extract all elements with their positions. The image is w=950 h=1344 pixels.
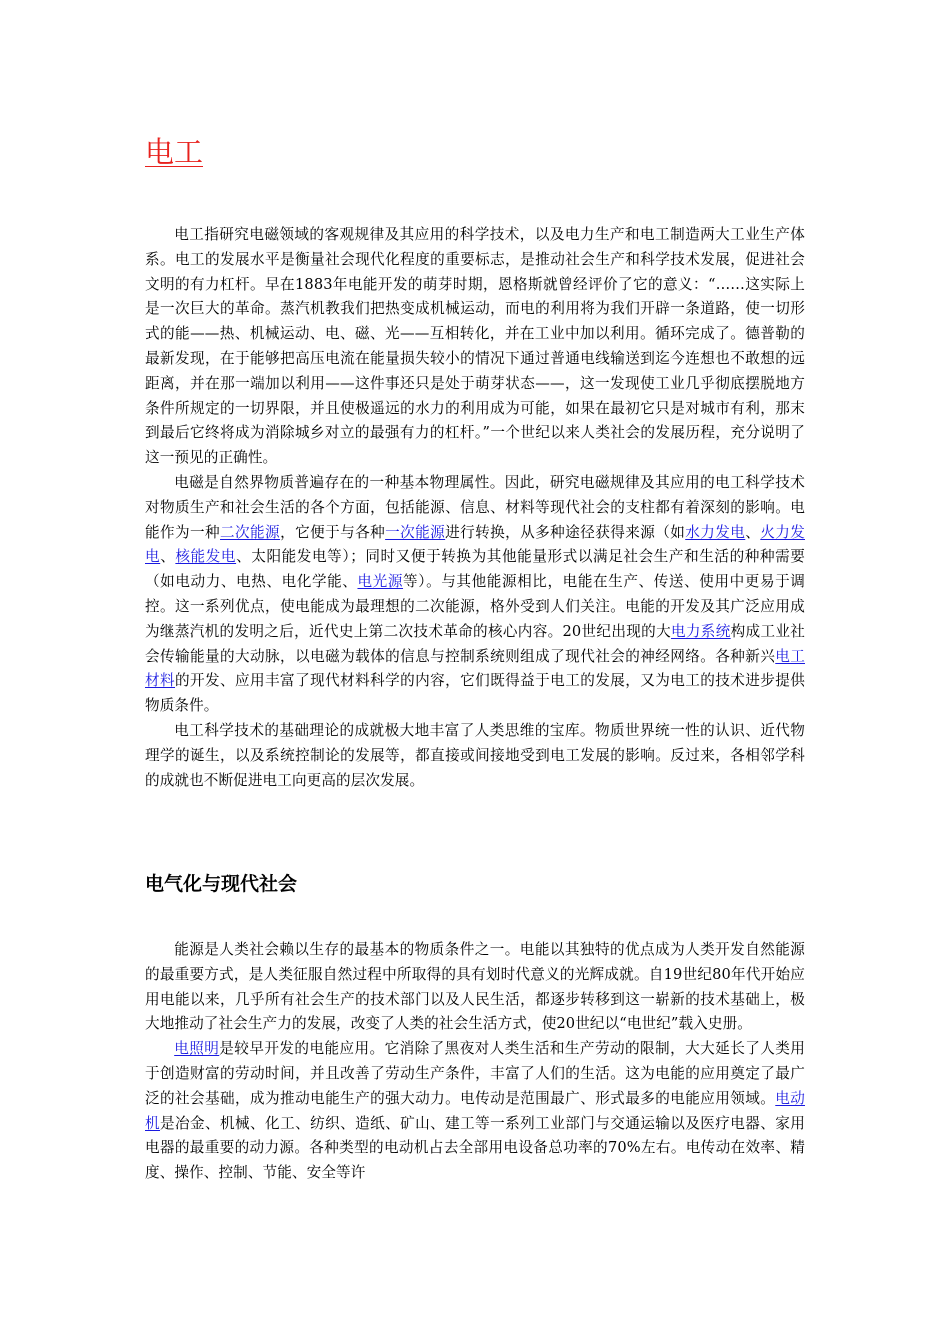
- intro-paragraph-3: 电工科学技术的基础理论的成就极大地丰富了人类思维的宝库。物质世界统一性的认识、近代物理学的诞生，以及系统控制论的发展等，都直接或间接地受到电工发展的影响。反过来，各相邻学科的成就也不断促进电工向更高的层次发展。: [145, 721, 805, 789]
- electrical-materials-link[interactable]: 电工材料: [145, 647, 805, 690]
- text-span: 电磁是自然界物质普遍存在的一种基本物理属性。因此，研究电磁规律及其应用的电工科学技术对物质生产和社会生活的各个方面，包括能源、信息、材料等现代社会的支柱都有着深刻的影响。电能作为一种: [145, 473, 805, 541]
- text-span: 、: [160, 548, 176, 566]
- text-span: 的开发、应用丰富了现代材料科学的内容，它们既得益于电工的发展，又为电工的技术进步提供物质条件。: [145, 672, 805, 715]
- intro-section: [145, 223, 805, 793]
- power-system-link[interactable]: 电力系统: [670, 622, 731, 640]
- thermal-power-link[interactable]: 火力发电: [145, 523, 805, 566]
- electrification-paragraph-1: 能源是人类社会赖以生存的最基本的物质条件之一。电能以其独特的优点成为人类开发自然能源的最重要方式，是人类征服自然过程中所取得的具有划时代意义的光辉成就。自19世纪80年代开始应用电能以来，几乎所有社会生产的技术部门以及人民生活，都逐步转移到这一崭新的技术基础上，极大地推动了社会生产力的发展，改变了人类的社会生活方式，使20世纪以“电世纪”载入史册。: [145, 941, 805, 1033]
- text-span: 是冶金、机械、化工、纺织、造纸、矿山、建工等一系列工业部门与交通运输以及医疗电器、家用电器的最重要的动力源。各种类型的电动机占去全部用电设备总功率的70%左右。电传动在效率、精度、操作、控制、节能、安全等许: [145, 1114, 805, 1182]
- secondary-energy-link[interactable]: 二次能源: [220, 523, 281, 541]
- primary-energy-link[interactable]: 一次能源: [385, 523, 446, 541]
- electric-lighting-link[interactable]: 电照明: [174, 1040, 220, 1058]
- text-span: 构成工业社会传输能量的大动脉，以电磁为载体的信息与控制系统则组成了现代社会的神经网络。各种新兴: [145, 622, 805, 665]
- text-span: 是较早开发的电能应用。它消除了黑夜对人类生活和生产劳动的限制，大大延长了人类用于创造财富的劳动时间，并且改善了劳动生产条件，丰富了人们的生活。这为电能的应用奠定了最广泛的社会基础，成为推动电能生产的强大动力。电传动是范围最广、形式最多的电能应用领域。: [145, 1040, 805, 1107]
- electrification-section: [145, 938, 805, 1186]
- text-span: 、: [745, 523, 761, 541]
- nuclear-power-link[interactable]: 核能发电: [175, 548, 237, 566]
- page-title-link[interactable]: 电工: [145, 135, 204, 169]
- text-span: ，它便于与各种: [280, 523, 386, 541]
- electric-light-source-link[interactable]: 电光源: [357, 573, 404, 591]
- text-span: 进行转换，从多种途径获得来源（如: [445, 523, 686, 541]
- text-span: 等）。与其他能源相比，电能在生产、传送、使用中更易于调控。这一系列优点，使电能成为最理想的二次能源，格外受到人们关注。电能的开发及其广泛应用成为继蒸汽机的发明之后，近代史上第二次技术革命的核心内容。20世纪出现的大: [145, 573, 805, 640]
- hydropower-link[interactable]: 水力发电: [685, 523, 746, 541]
- intro-paragraph-2: [145, 471, 805, 719]
- electrification-paragraph-2: [145, 1037, 805, 1186]
- electric-motor-link[interactable]: 电动机: [145, 1089, 805, 1132]
- section-heading: 电气化与现代社会: [145, 873, 298, 895]
- text-span: 、太阳能发电等）；同时又便于转换为其他能量形式以满足社会生产和生活的种种需要（如电动力、电热、电化学能、: [145, 548, 806, 591]
- intro-paragraph-1: 电工指研究电磁领域的客观规律及其应用的科学技术，以及电力生产和电工制造两大工业生产体系。电工的发展水平是衡量社会现代化程度的重要标志，是推动社会生产和科学技术发展，促进社会文明的有力杠杆。早在1883年电能开发的萌芽时期，恩格斯就曾经评价了它的意义：“……这实际上是一次巨大的革命。蒸汽机教我们把热变成机械运动，而电的利用将为我们开辟一条道路，使一切形式的能——热、机械运动、电、磁、光——互相转化，并在工业中加以利用。循环完成了。德普勒的最新发现，在于能够把高压电流在能量损失较小的情况下通过普通电线输送到迄今连想也不敢想的远距离，并在那一端加以利用——这件事还只是处于萌芽状态——，这一发现使工业几乎彻底摆脱地方条件所规定的一切界限，并且使极遥远的水力的利用成为可能，如果在最初它只是对城市有利，那末到最后它终将成为消除城乡对立的最强有力的杠杆。”一个世纪以来人类社会的发展历程，充分说明了这一预见的正确性。: [145, 226, 805, 467]
